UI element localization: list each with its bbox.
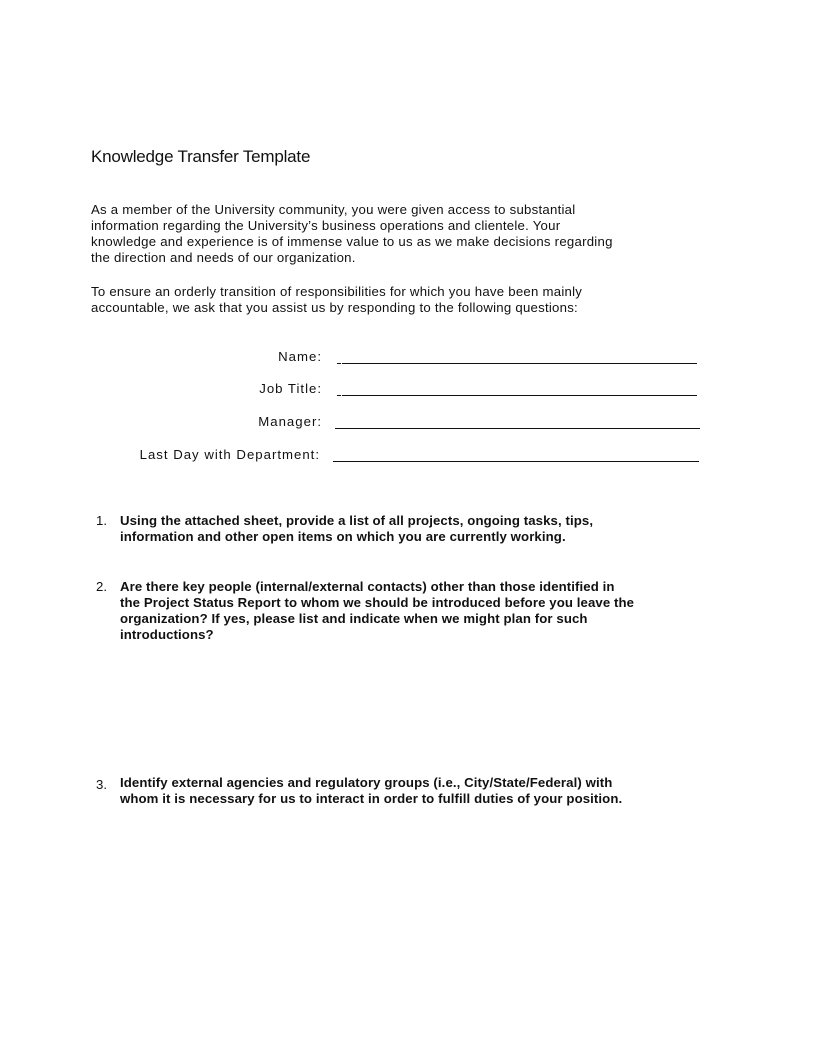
question-line: Using the attached sheet, provide a list of all projects, ongoing tasks, tips, — [120, 513, 594, 528]
intro-line: information regarding the University’s business operations and clientele. Your — [91, 218, 561, 233]
field-label-job-title: Job Title: — [259, 381, 322, 396]
transition-line: accountable, we ask that you assist us by responding to the following questions: — [91, 300, 578, 315]
intro-line: knowledge and experience is of immense value to us as we make decisions regarding — [91, 234, 613, 249]
question-number: 3. — [96, 777, 108, 792]
question-line: information and other open items on which you are currently working. — [120, 529, 566, 544]
transition-line: To ensure an orderly transition of responsibilities for which you have been mainly — [91, 284, 583, 299]
field-last-day — [40, 447, 320, 467]
field-line-tick — [337, 363, 341, 364]
field-job-title — [40, 381, 322, 401]
document-title: Knowledge Transfer Template — [91, 147, 311, 166]
question-number: 2. — [96, 579, 108, 594]
question-line: Are there key people (internal/external contacts) other than those identified in — [120, 579, 615, 594]
intro-paragraph — [91, 202, 731, 266]
question-number: 1. — [96, 513, 108, 528]
manager-input-line[interactable] — [335, 428, 700, 429]
intro-line: the direction and needs of our organization. — [91, 250, 356, 265]
field-label-name: Name: — [278, 349, 322, 364]
question-line: Identify external agencies and regulatory groups (i.e., City/State/Federal) with — [120, 775, 613, 790]
question-line: organization? If yes, please list and indicate when we might plan for such — [120, 611, 588, 626]
transition-paragraph — [91, 284, 731, 316]
intro-line: As a member of the University community, you were given access to substantial — [91, 202, 576, 217]
question-text — [120, 775, 622, 807]
field-line-tick — [337, 395, 341, 396]
job-title-input-line[interactable] — [342, 395, 697, 396]
question-line: the Project Status Report to whom we should be introduced before you leave the — [120, 595, 635, 610]
field-label-manager: Manager: — [258, 414, 322, 429]
question-text — [120, 579, 634, 643]
last-day-input-line[interactable] — [333, 461, 699, 462]
name-input-line[interactable] — [342, 363, 697, 364]
field-label-last-day: Last Day with Department: — [139, 447, 320, 462]
question-line: whom it is necessary for us to interact in order to fulfill duties of your position. — [120, 791, 623, 806]
question-text — [120, 513, 593, 545]
field-manager — [40, 414, 322, 434]
field-name — [40, 349, 322, 369]
question-line: introductions? — [120, 627, 214, 642]
